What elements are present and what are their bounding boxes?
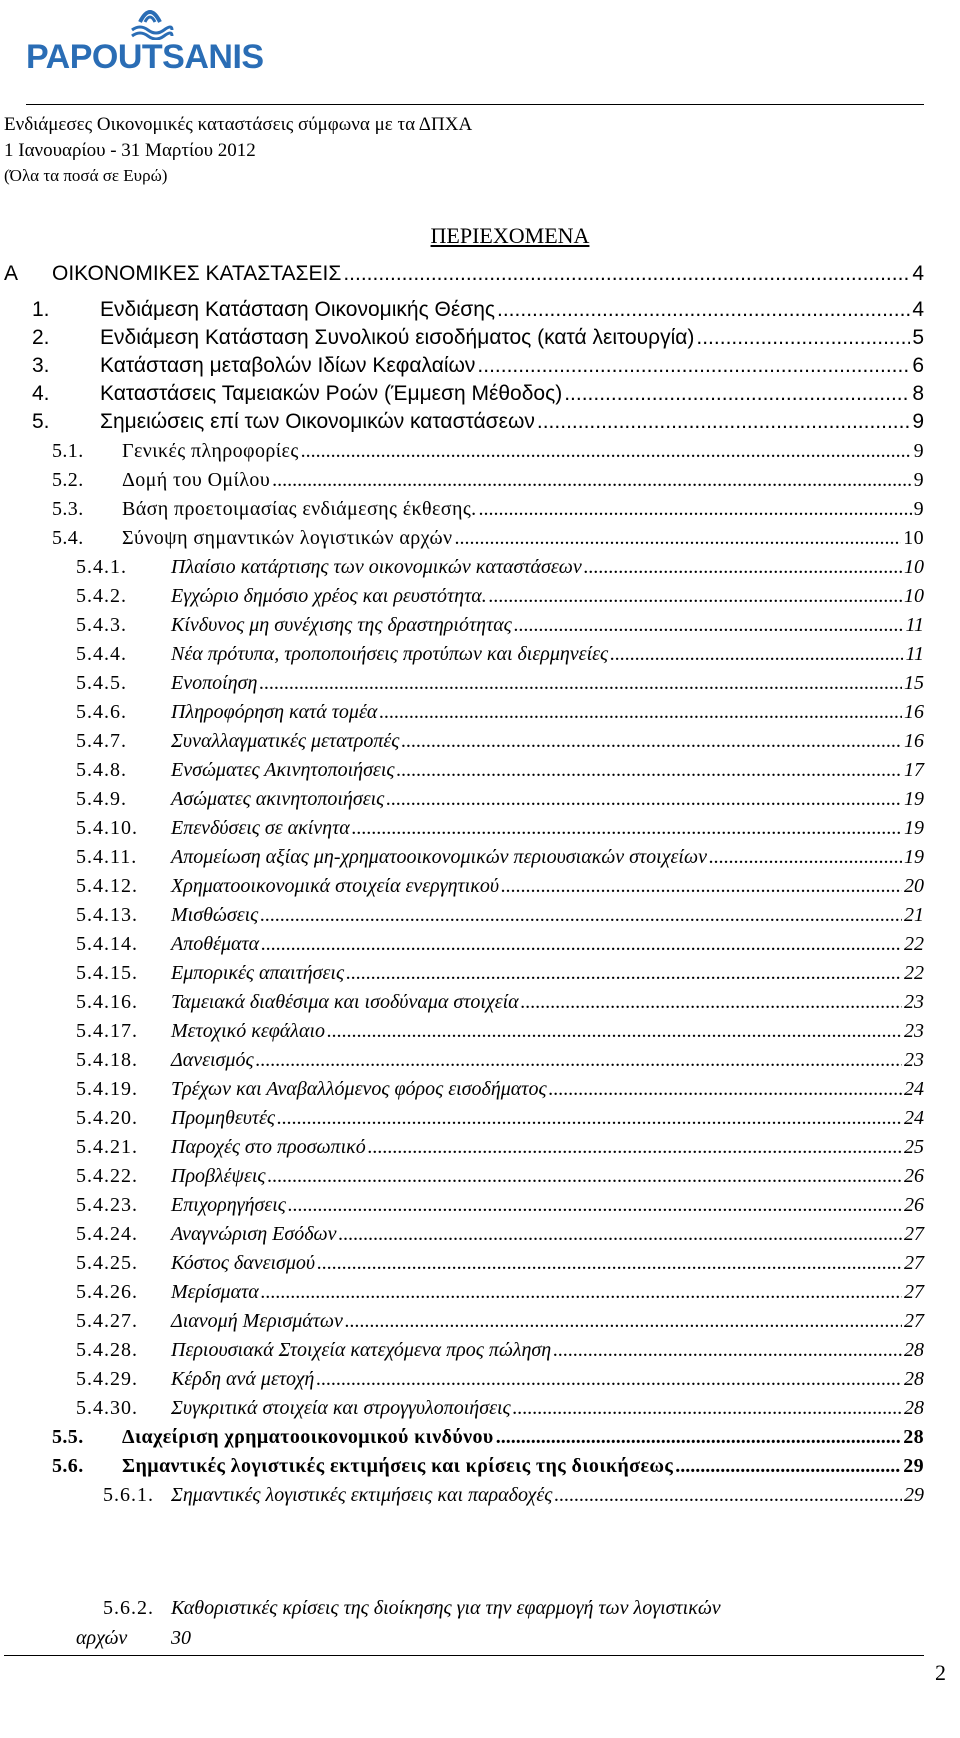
toc-entry-number: 5.4.6.	[76, 701, 127, 723]
toc-entry-title: Χρηματοοικονομικά στοιχεία ενεργητικού	[171, 875, 500, 897]
toc-entry-page: 29	[904, 1484, 924, 1506]
toc-entry-leader	[496, 1426, 902, 1449]
toc-entry-title: Εμπορικές απαιτήσεις	[171, 962, 345, 984]
toc-entry-title: Ενδιάμεση Κατάσταση Συνολικού εισοδήματος (κατά λειτουργία)	[100, 326, 695, 349]
toc-entry-number: 5.4.12.	[76, 875, 138, 897]
toc-entry-leader	[317, 1252, 902, 1275]
toc-entry-title: Κατάσταση μεταβολών Ιδίων Κεφαλαίων	[100, 354, 476, 377]
toc-entry[interactable]	[76, 1078, 924, 1106]
toc-entry[interactable]	[76, 962, 924, 990]
toc-entry[interactable]	[76, 585, 924, 613]
toc-entry-leader	[261, 1281, 902, 1304]
toc-entry-title: Ταμειακά διαθέσιμα και ισοδύναμα στοιχεία	[171, 991, 519, 1013]
toc-entry-page: 27	[904, 1252, 924, 1274]
toc-entry[interactable]	[76, 1310, 924, 1338]
toc-entry-number: 5.4.2.	[76, 585, 127, 607]
toc-entry-title: Συγκριτικά στοιχεία και στρογγυλοποιήσεις	[171, 1397, 511, 1419]
toc-entry-title: ΟΙΚΟΝΟΜΙΚΕΣ ΚΑΤΑΣΤΑΣΕΙΣ	[52, 262, 342, 285]
toc-entry-number: 5.4.22.	[76, 1165, 138, 1187]
toc-entry-leader	[553, 1339, 902, 1362]
toc-entry-leader	[477, 354, 910, 378]
toc-entry-number: A	[4, 262, 19, 285]
toc-entry-leader	[584, 556, 902, 579]
toc-entry-title: Προβλέψεις	[171, 1165, 266, 1187]
toc-entry-page: 24	[904, 1107, 924, 1129]
toc-entry-page: 8	[912, 382, 924, 405]
toc-entry-title: Πλαίσιο κατάρτισης των οικονομικών καταστάσεων	[171, 556, 582, 578]
toc-entry-page: 10	[904, 556, 924, 578]
toc-entry-title: Αποθέματα	[171, 933, 260, 955]
toc-entry-page: 26	[904, 1165, 924, 1187]
toc-entry-leader	[256, 1049, 902, 1072]
toc-entry-number: 5.4.15.	[76, 962, 138, 984]
toc-heading: ΠΕΡΙΕΧΟΜΕΝΑ	[430, 223, 590, 248]
toc-entry[interactable]	[76, 672, 924, 700]
toc-entry-page: 9	[912, 410, 924, 433]
toc-entry-number: 5.4.4.	[76, 643, 127, 665]
toc-entry-leader	[272, 469, 911, 492]
toc-entry[interactable]	[76, 933, 924, 961]
toc-entry-title: Νέα πρότυπα, τροποποιήσεις προτύπων και διερμηνείες	[171, 643, 609, 665]
toc-entry-number: 5.4.11.	[76, 846, 138, 868]
toc-entry-number: 5.4.13.	[76, 904, 138, 926]
toc-entry-number: 5.4.21.	[76, 1136, 138, 1158]
toc-entry-leader	[696, 326, 910, 350]
toc-entry-leader	[610, 643, 903, 666]
toc-entry-number: 5.6.	[52, 1455, 84, 1477]
toc-entry-number: 5.4.16.	[76, 991, 138, 1013]
toc-entry-page: 29	[903, 1455, 924, 1477]
toc-entry-title: Κέρδη ανά μετοχή	[171, 1368, 315, 1390]
toc-entry-title: Αναγνώριση Εσόδων	[171, 1223, 337, 1245]
toc-entry-page: 23	[904, 1020, 924, 1042]
toc-entry-number: 5.4.14.	[76, 933, 138, 955]
toc-entry[interactable]	[76, 904, 924, 932]
toc-entry-page: 19	[904, 788, 924, 810]
toc-entry[interactable]	[76, 643, 924, 671]
toc-entry-leader	[259, 672, 902, 695]
toc-entry-page: 30	[171, 1627, 191, 1649]
toc-entry-5-6-2[interactable]	[0, 1597, 960, 1653]
toc-entry-title: Καθοριστικές κρίσεις της διοίκησης για την εφαρμογή των λογιστικών	[171, 1597, 721, 1619]
toc-entry-leader	[268, 1165, 902, 1188]
toc-entry-title: Δομή του Ομίλου	[122, 469, 271, 491]
toc-entry[interactable]	[76, 759, 924, 787]
toc-entry-leader	[327, 1020, 902, 1043]
toc-entry-page: 9	[913, 469, 924, 491]
toc-entry-title: Καταστάσεις Ταμειακών Ροών (Έμμεση Μέθοδος)	[100, 382, 563, 405]
page-number: 2	[935, 1660, 946, 1685]
toc-entry-page: 17	[904, 759, 924, 781]
toc-entry-leader	[345, 1310, 902, 1333]
logo-wordmark: PAPOUTSANIS	[26, 38, 264, 76]
toc-entry-leader	[386, 788, 902, 811]
toc-entry[interactable]	[52, 440, 924, 468]
toc-entry-page: 23	[904, 1049, 924, 1071]
toc-entry[interactable]	[32, 354, 924, 382]
toc-entry[interactable]	[76, 817, 924, 845]
toc-entry[interactable]	[76, 1194, 924, 1222]
toc-entry-leader	[709, 846, 902, 869]
toc-entry[interactable]	[4, 262, 924, 290]
toc-entry-leader	[564, 382, 910, 406]
toc-entry-page: 9	[913, 498, 924, 520]
toc-entry-page: 19	[904, 817, 924, 839]
toc-entry-leader	[549, 1078, 902, 1101]
toc-entry[interactable]	[76, 875, 924, 903]
toc-entry[interactable]	[76, 991, 924, 1019]
toc-entry-leader	[501, 875, 902, 898]
toc-entry-title: Απομείωση αξίας μη-χρηματοοικονομικών περιουσιακών στοιχείων	[171, 846, 707, 868]
logo-emblem-icon	[126, 4, 174, 40]
toc-entry-leader	[277, 1107, 902, 1130]
toc-entry-leader	[316, 1368, 902, 1391]
toc-entry-title: Γενικές πληροφορίες	[122, 440, 299, 462]
toc-entry-title: Σημειώσεις επί των Οικονομικών καταστάσεων	[100, 410, 535, 433]
toc-entry-page: 19	[904, 846, 924, 868]
header-divider	[26, 104, 924, 105]
toc-entry-number: 5.4.18.	[76, 1049, 138, 1071]
toc-entry-title: Πληροφόρηση κατά τομέα	[171, 701, 378, 723]
toc-entry-title: Κόστος δανεισμού	[171, 1252, 316, 1274]
toc-entry[interactable]	[32, 382, 924, 410]
toc-entry[interactable]	[52, 1455, 924, 1483]
toc-entry-title-continued: αρχών	[76, 1627, 128, 1649]
toc-entry[interactable]	[76, 1368, 924, 1396]
footer-divider	[4, 1655, 924, 1656]
toc-entry-number: 5.4.5.	[76, 672, 127, 694]
company-logo	[26, 4, 264, 76]
toc-entry-title: Ενσώματες Ακινητοποιήσεις	[171, 759, 395, 781]
toc-entry[interactable]	[76, 846, 924, 874]
toc-entry-page: 27	[904, 1310, 924, 1332]
toc-entry-leader	[489, 585, 902, 608]
toc-entry-page: 4	[912, 298, 924, 321]
toc-entry-number: 5.4.8.	[76, 759, 127, 781]
toc-entry[interactable]	[76, 1020, 924, 1048]
toc-entry-page: 28	[904, 1339, 924, 1361]
toc-entry-number: 3.	[32, 354, 50, 377]
toc-entry-title: Σημαντικές λογιστικές εκτιμήσεις και παραδοχές	[171, 1484, 553, 1506]
toc-entry[interactable]	[76, 1252, 924, 1280]
toc-entry[interactable]	[76, 1165, 924, 1193]
toc-entry-page: 28	[903, 1426, 924, 1448]
toc-entry-page: 9	[913, 440, 924, 462]
toc-entry-page: 15	[904, 672, 924, 694]
toc-entry[interactable]	[76, 614, 924, 642]
toc-entry-leader	[479, 498, 912, 521]
toc-entry-page: 10	[903, 527, 924, 549]
toc-entry-title: Μερίσματα	[171, 1281, 259, 1303]
toc-entry[interactable]	[32, 410, 924, 438]
toc-entry-title: Προμηθευτές	[171, 1107, 276, 1129]
toc-entry-title: Μετοχικό κεφάλαιο	[171, 1020, 326, 1042]
toc-entry-number: 4.	[32, 382, 50, 405]
toc-entry-page: 22	[904, 962, 924, 984]
toc-entry-title: Κίνδυνος μη συνέχισης της δραστηριότητας	[171, 614, 512, 636]
toc-entry-page: 21	[904, 904, 924, 926]
toc-entry[interactable]	[76, 1281, 924, 1309]
toc-entry-title: Παροχές στο προσωπικό	[171, 1136, 366, 1158]
toc-entry-title: Δανεισμός	[171, 1049, 254, 1071]
toc-entry-title: Ασώματες ακινητοποιήσεις	[171, 788, 385, 810]
toc-entry-page: 23	[904, 991, 924, 1013]
toc-entry-number: 5.4.27.	[76, 1310, 138, 1332]
toc-entry-leader	[401, 730, 902, 753]
toc-entry-title: Συναλλαγματικές μετατροπές	[171, 730, 400, 752]
toc-entry-number: 5.1.	[52, 440, 84, 462]
toc-entry[interactable]	[52, 498, 924, 526]
toc-entry-number: 5.4.19.	[76, 1078, 138, 1100]
report-period: 1 Ιανουαρίου - 31 Μαρτίου 2012	[4, 140, 256, 161]
toc-entry-number: 5.4.30.	[76, 1397, 138, 1419]
toc-entry-page: 24	[904, 1078, 924, 1100]
toc-entry-page: 6	[912, 354, 924, 377]
toc-entry-leader	[513, 1397, 902, 1420]
toc-entry[interactable]	[76, 730, 924, 758]
toc-entry-leader	[455, 527, 902, 550]
toc-entry-number: 5.	[32, 410, 50, 433]
toc-entry[interactable]	[103, 1484, 924, 1512]
toc-entry-page: 20	[904, 875, 924, 897]
toc-entry[interactable]	[52, 469, 924, 497]
toc-entry[interactable]	[52, 527, 924, 555]
toc-entry[interactable]	[76, 1223, 924, 1251]
toc-entry-number: 5.3.	[52, 498, 84, 520]
toc-entry[interactable]	[76, 1397, 924, 1425]
toc-entry-page: 27	[904, 1223, 924, 1245]
toc-entry[interactable]	[52, 1426, 924, 1454]
toc-entry[interactable]	[76, 556, 924, 584]
toc-entry-page: 26	[904, 1194, 924, 1216]
toc-entry-leader	[261, 933, 902, 956]
toc-entry-page: 16	[904, 730, 924, 752]
toc-entry-title: Ενδιάμεση Κατάσταση Οικονομικής Θέσης	[100, 298, 496, 321]
report-title: Ενδιάμεσες Οικονομικές καταστάσεις σύμφωνα με τα ΔΠΧΑ	[4, 114, 473, 135]
toc-entry-leader	[343, 262, 910, 286]
toc-entry[interactable]	[32, 326, 924, 354]
toc-entry-page: 4	[912, 262, 924, 285]
toc-entry-title: Εγχώριο δημόσιο χρέος και ρευστότητα.	[171, 585, 487, 607]
toc-entry-number: 5.4.24.	[76, 1223, 138, 1245]
toc-entry-page: 22	[904, 933, 924, 955]
toc-entry-page: 11	[905, 643, 924, 665]
toc-entry-number: 5.4.7.	[76, 730, 127, 752]
toc-entry-number: 5.4.23.	[76, 1194, 138, 1216]
toc-entry-number: 2.	[32, 326, 50, 349]
toc-entry-number: 5.4.20.	[76, 1107, 138, 1129]
toc-entry-leader	[497, 298, 910, 322]
toc-entry-title: Σημαντικές λογιστικές εκτιμήσεις και κρίσεις της διοικήσεως	[122, 1455, 674, 1477]
toc-entry[interactable]	[76, 701, 924, 729]
toc-entry-number: 5.4.29.	[76, 1368, 138, 1390]
toc-entry-number: 5.4.17.	[76, 1020, 138, 1042]
toc-entry-number: 5.4.28.	[76, 1339, 138, 1361]
toc-entry-title: Ενοποίηση	[171, 672, 258, 694]
toc-entry-page: 25	[904, 1136, 924, 1158]
toc-entry-number: 1.	[32, 298, 50, 321]
toc-entry-number: 5.6.1.	[103, 1484, 154, 1506]
toc-entry-number: 5.4.9.	[76, 788, 127, 810]
toc-entry-page: 28	[904, 1368, 924, 1390]
toc-entry-page: 16	[904, 701, 924, 723]
toc-entry-title: Επιχορηγήσεις	[171, 1194, 286, 1216]
currency-note: (Όλα τα ποσά σε Ευρώ)	[4, 166, 168, 185]
toc-entry[interactable]	[76, 1136, 924, 1164]
toc-entry-number: 5.4.1.	[76, 556, 127, 578]
toc-entry-page: 10	[904, 585, 924, 607]
toc-entry-page: 11	[905, 614, 924, 636]
toc-entry[interactable]	[76, 788, 924, 816]
toc-entry-page: 28	[904, 1397, 924, 1419]
toc-entry-leader	[339, 1223, 902, 1246]
toc-entry-title: Τρέχων και Αναβαλλόμενος φόρος εισοδήματος	[171, 1078, 547, 1100]
toc-entry-number: 5.6.2.	[103, 1597, 154, 1619]
toc-entry-leader	[352, 817, 902, 840]
toc-entry-title: Περιουσιακά Στοιχεία κατεχόμενα προς πώληση	[171, 1339, 552, 1361]
toc-entry-leader	[554, 1484, 902, 1507]
toc-entry[interactable]	[76, 1107, 924, 1135]
toc-entry-leader	[521, 991, 902, 1014]
toc-entry-title: Διαχείριση χρηματοοικονομικού κινδύνου	[122, 1426, 494, 1448]
toc-entry-title: Σύνοψη σημαντικών λογιστικών αρχών	[122, 527, 453, 549]
toc-entry-title: Μισθώσεις	[171, 904, 259, 926]
toc-entry-leader	[301, 440, 912, 463]
toc-entry-number: 5.4.3.	[76, 614, 127, 636]
toc-entry-leader	[368, 1136, 902, 1159]
toc-entry-number: 5.2.	[52, 469, 84, 491]
toc-entry-leader	[514, 614, 904, 637]
toc-entry-leader	[288, 1194, 902, 1217]
toc-entry-leader	[346, 962, 902, 985]
toc-entry-leader	[397, 759, 903, 782]
toc-entry-leader	[675, 1455, 901, 1478]
toc-entry[interactable]	[76, 1339, 924, 1367]
toc-entry-title: Διανομή Μερισμάτων	[171, 1310, 343, 1332]
toc-entry-title: Βάση προετοιμασίας ενδιάμεσης έκθεσης.	[122, 498, 477, 520]
toc-entry[interactable]	[32, 298, 924, 326]
toc-entry-number: 5.4.26.	[76, 1281, 138, 1303]
toc-entry-number: 5.4.10.	[76, 817, 138, 839]
toc-entry-number: 5.5.	[52, 1426, 84, 1448]
toc-entry-leader	[379, 701, 902, 724]
toc-entry-page: 27	[904, 1281, 924, 1303]
toc-entry-number: 5.4.	[52, 527, 84, 549]
toc-entry[interactable]	[76, 1049, 924, 1077]
toc-entry-page: 5	[912, 326, 924, 349]
toc-entry-leader	[260, 904, 902, 927]
toc-entry-title: Επενδύσεις σε ακίνητα	[171, 817, 350, 839]
toc-entry-number: 5.4.25.	[76, 1252, 138, 1274]
toc-entry-leader	[537, 410, 910, 434]
